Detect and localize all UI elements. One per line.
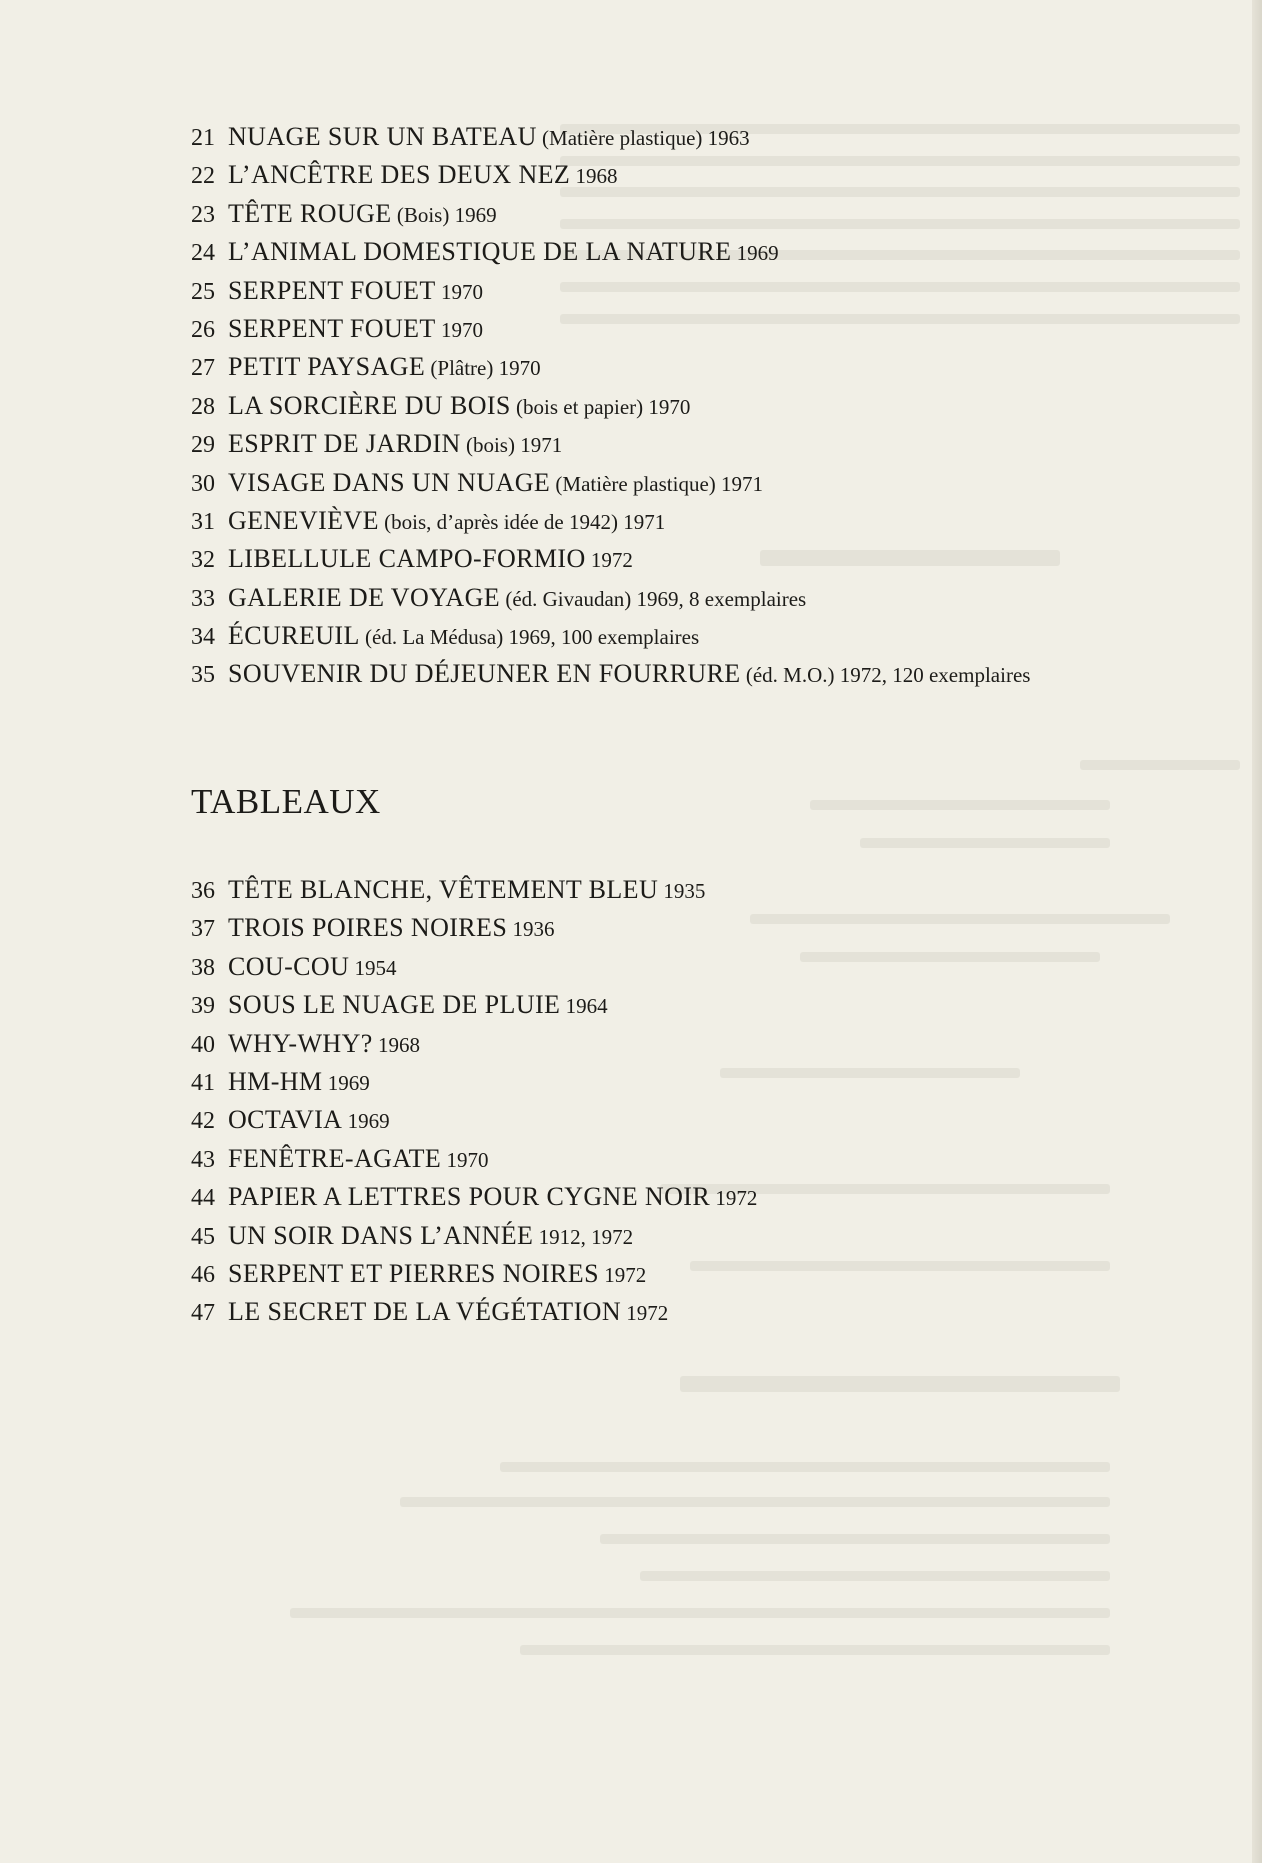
- entry-title: SOUS LE NUAGE DE PLUIE: [228, 990, 561, 1020]
- entry-title: FENÊTRE-AGATE: [228, 1143, 442, 1173]
- catalogue-entry: [191, 272, 1030, 310]
- entry-title: LA SORCIÈRE DU BOIS: [228, 390, 511, 420]
- entry-number: 34: [191, 624, 215, 651]
- entry-title: L’ANCÊTRE DES DEUX NEZ: [228, 160, 571, 190]
- entry-number: 36: [191, 878, 215, 904]
- entry-number: 40: [191, 1031, 215, 1058]
- entry-number: 24: [191, 240, 215, 267]
- catalogue-entry: [191, 540, 1030, 578]
- entry-number: 44: [191, 1185, 215, 1212]
- catalogue-entry: [191, 387, 1030, 425]
- entry-title: COU-COU: [228, 951, 350, 981]
- entry-detail: 1969: [322, 1070, 370, 1095]
- catalogue-entry: [191, 425, 1030, 463]
- entry-detail: (Bois) 1969: [391, 202, 497, 227]
- catalogue-entry: [191, 655, 1030, 693]
- entry-title: UN SOIR DANS L’ANNÉE: [228, 1220, 534, 1250]
- entry-number: 32: [191, 547, 215, 574]
- entry-title: HM-HM: [228, 1066, 323, 1096]
- catalogue-entry: [191, 1255, 757, 1293]
- entry-number: 47: [191, 1300, 215, 1327]
- entry-detail: (bois et papier) 1970: [510, 394, 691, 419]
- entry-title: PAPIER A LETTRES POUR CYGNE NOIR: [228, 1182, 711, 1212]
- entry-title: ESPRIT DE JARDIN: [228, 429, 461, 459]
- catalogue-entry: [191, 1025, 757, 1063]
- catalogue-entry: [191, 1140, 757, 1178]
- entry-detail: 1972: [585, 548, 633, 573]
- entry-title: SERPENT FOUET: [228, 275, 436, 305]
- entry-number: 37: [191, 916, 215, 943]
- entry-number: 42: [191, 1108, 215, 1135]
- entry-title: SOUVENIR DU DÉJEUNER EN FOURRURE: [228, 659, 741, 689]
- entry-title: PETIT PAYSAGE: [228, 352, 426, 382]
- catalogue-entry: [191, 1178, 757, 1216]
- entry-detail: (bois, d’après idée de 1942) 1971: [378, 509, 666, 534]
- entry-title: SERPENT ET PIERRES NOIRES: [228, 1258, 599, 1288]
- entry-title: GENEVIÈVE: [228, 505, 379, 535]
- catalogue-entry: [191, 1063, 757, 1101]
- entry-detail: 1972: [710, 1186, 758, 1211]
- sculpture-list: [191, 118, 1030, 694]
- entry-title: TÊTE ROUGE: [228, 198, 392, 228]
- entry-title: GALERIE DE VOYAGE: [228, 582, 501, 612]
- entry-detail: (éd. Givaudan) 1969, 8 exemplaires: [500, 586, 807, 611]
- entry-detail: 1968: [372, 1032, 420, 1057]
- entry-detail: 1970: [441, 1147, 489, 1172]
- catalogue-entry: [191, 871, 757, 909]
- entry-title: TROIS POIRES NOIRES: [228, 913, 508, 943]
- entry-number: 38: [191, 954, 215, 981]
- entry-detail: (Matière plastique) 1971: [550, 471, 764, 496]
- catalogue-entry: [191, 348, 1030, 386]
- entry-number: 46: [191, 1261, 215, 1288]
- entry-detail: (éd. M.O.) 1972, 120 exemplaires: [740, 663, 1031, 688]
- entry-title: LE SECRET DE LA VÉGÉTATION: [228, 1297, 621, 1327]
- entry-number: 41: [191, 1069, 215, 1096]
- catalogue-entry: [191, 948, 757, 986]
- entry-number: 28: [191, 393, 215, 420]
- entry-title: WHY-WHY?: [228, 1028, 373, 1058]
- entry-number: 35: [191, 662, 215, 689]
- catalogue-entry: [191, 156, 1030, 194]
- entry-title: NUAGE SUR UN BATEAU: [228, 122, 537, 151]
- entry-detail: 1969: [731, 241, 779, 266]
- painting-list: [191, 871, 757, 1332]
- entry-title: VISAGE DANS UN NUAGE: [228, 467, 551, 497]
- entry-number: 22: [191, 163, 215, 190]
- entry-number: 29: [191, 432, 215, 459]
- catalogue-entry: [191, 233, 1030, 271]
- catalogue-entry: [191, 617, 1030, 655]
- catalogue-entry: [191, 579, 1030, 617]
- entry-detail: (bois) 1971: [460, 433, 563, 458]
- entry-detail: 1936: [507, 917, 555, 942]
- entry-number: 33: [191, 585, 215, 612]
- entry-detail: 1972: [598, 1262, 647, 1287]
- entry-detail: (Plâtre) 1970: [425, 356, 541, 381]
- entry-detail: 1912, 1972: [533, 1224, 634, 1249]
- catalogue-entry: [191, 1101, 757, 1139]
- entry-detail: 1935: [658, 879, 706, 903]
- catalogue-entry: [191, 1217, 757, 1255]
- entry-detail: 1964: [560, 994, 608, 1019]
- entry-number: 45: [191, 1223, 215, 1250]
- entry-title: ÉCUREUIL: [228, 621, 360, 651]
- catalogue-entry: [191, 118, 1030, 156]
- catalogue-entry: [191, 502, 1030, 540]
- entry-title: LIBELLULE CAMPO-FORMIO: [228, 544, 586, 574]
- entry-detail: (éd. La Médusa) 1969, 100 exemplaires: [359, 625, 700, 650]
- page-edge: [1252, 0, 1262, 1863]
- entry-detail: 1968: [570, 164, 618, 189]
- entry-number: 23: [191, 201, 215, 228]
- entry-number: 39: [191, 993, 215, 1020]
- entry-number: 31: [191, 508, 215, 535]
- entry-detail: (Matière plastique) 1963: [536, 126, 750, 150]
- section-heading-tableaux: TABLEAUX: [191, 782, 381, 821]
- catalogue-entry: [191, 195, 1030, 233]
- entry-detail: 1970: [435, 317, 483, 342]
- entry-title: SERPENT FOUET: [228, 313, 436, 343]
- entry-title: L’ANIMAL DOMESTIQUE DE LA NATURE: [228, 237, 732, 267]
- entry-detail: 1954: [349, 955, 397, 980]
- entry-detail: 1970: [435, 279, 483, 304]
- catalogue-entry: [191, 1293, 757, 1331]
- entry-number: 25: [191, 278, 215, 305]
- entry-detail: 1972: [621, 1301, 669, 1326]
- entry-number: 30: [191, 470, 215, 497]
- entry-number: 43: [191, 1146, 215, 1173]
- entry-title: OCTAVIA: [228, 1105, 343, 1135]
- catalogue-entry: [191, 310, 1030, 348]
- entry-number: 21: [191, 125, 215, 151]
- entry-number: 27: [191, 355, 215, 382]
- catalogue-entry: [191, 986, 757, 1024]
- catalogue-entry: [191, 464, 1030, 502]
- entry-detail: 1969: [342, 1109, 390, 1134]
- entry-title: TÊTE BLANCHE, VÊTEMENT BLEU: [228, 875, 659, 904]
- catalogue-entry: [191, 909, 757, 947]
- entry-number: 26: [191, 316, 215, 343]
